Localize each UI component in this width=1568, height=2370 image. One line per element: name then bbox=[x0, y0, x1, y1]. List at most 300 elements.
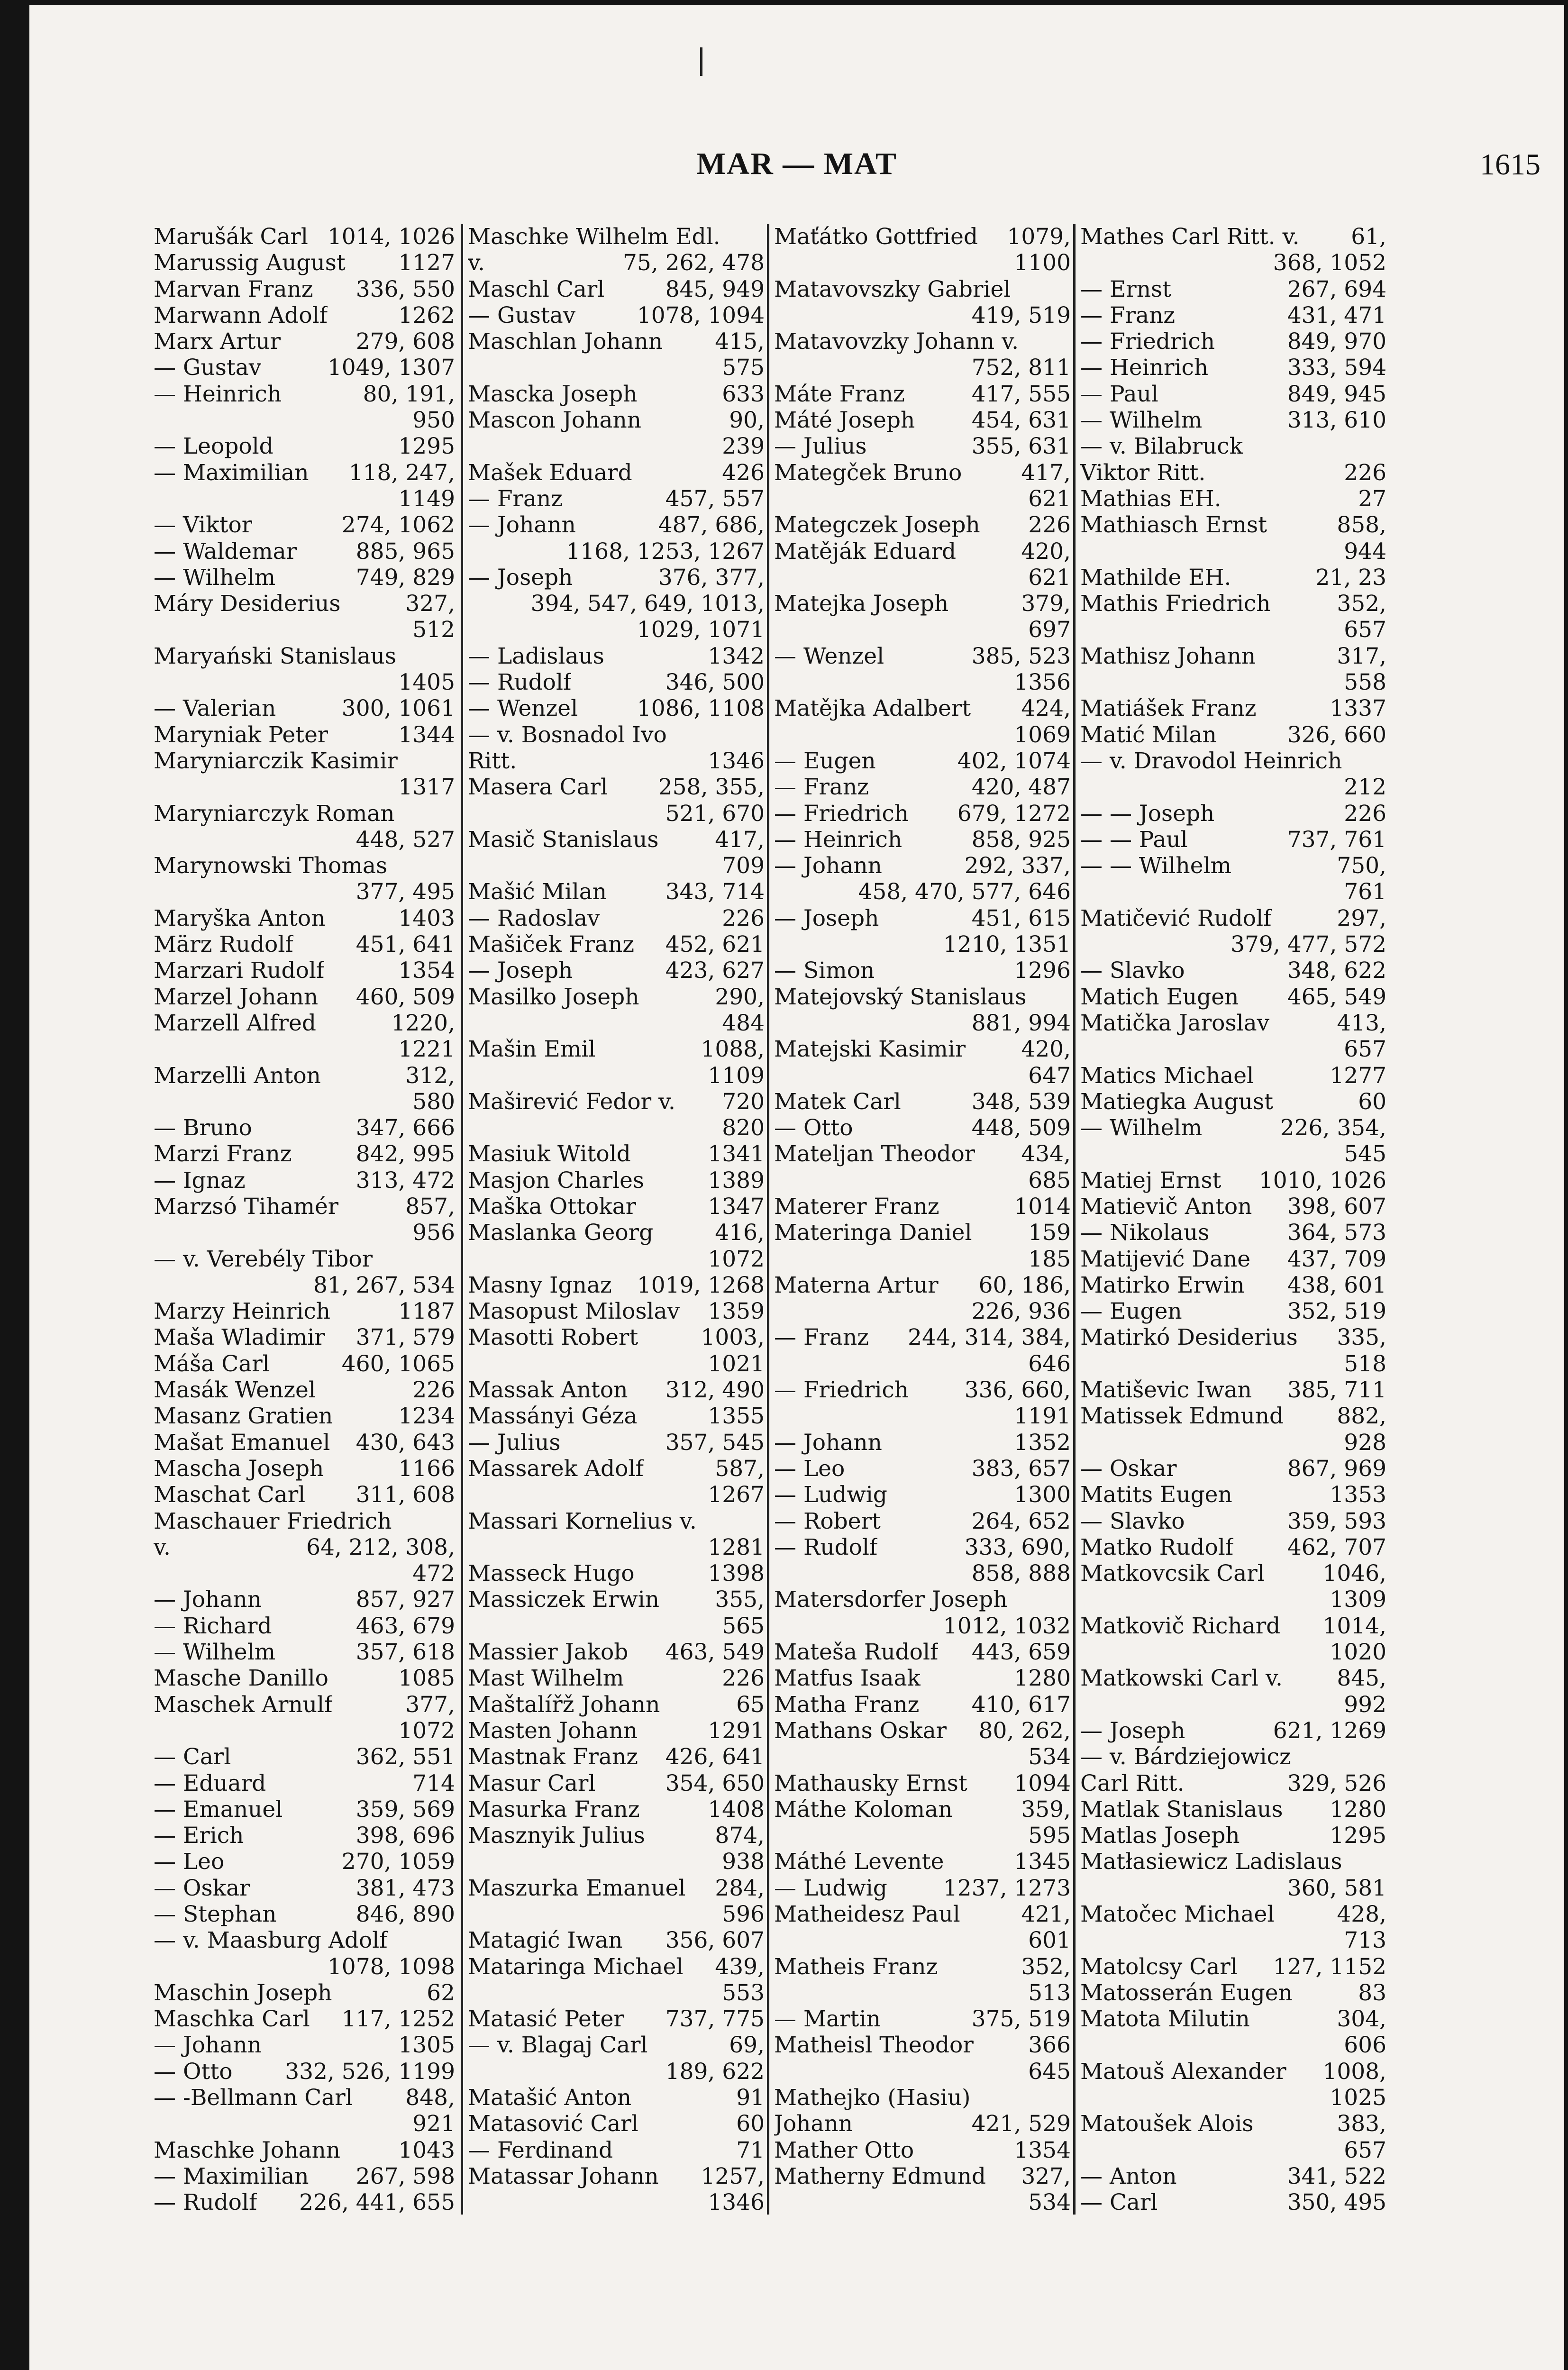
entry-page-refs: 419, 519 bbox=[971, 302, 1071, 328]
entry-name: Mašat Emanuel bbox=[154, 1429, 330, 1456]
entry-name: Maštalířž Johann bbox=[468, 1691, 660, 1718]
entry-page-refs: 352, bbox=[1021, 1953, 1071, 1980]
index-entry bbox=[1080, 565, 1386, 591]
entry-name: Matějka Adalbert bbox=[774, 695, 971, 722]
entry-page-refs: 226 bbox=[722, 905, 765, 931]
entry-name: — Wilhelm bbox=[1080, 1115, 1203, 1141]
index-entry bbox=[1080, 853, 1386, 905]
entry-name: — Leo bbox=[774, 1455, 845, 1482]
entry-page-refs: 1010, 1026 bbox=[1258, 1167, 1386, 1194]
entry-name: — Wenzel bbox=[774, 643, 884, 669]
entry-page-refs: 545 bbox=[1344, 1141, 1386, 1167]
entry-page-refs: 714 bbox=[412, 1770, 455, 1796]
entry-page-refs: 452, 621 bbox=[665, 931, 765, 958]
entry-name: Mašin Emil bbox=[468, 1036, 596, 1063]
entry-page-refs: 621 bbox=[1028, 564, 1071, 591]
entry-name: Matassar Johann bbox=[468, 2163, 659, 2189]
entry-page-refs: 421, bbox=[1021, 1901, 1071, 1927]
entry-name: Massier Jakob bbox=[468, 1639, 629, 1666]
entry-page-refs: 1280 bbox=[1330, 1796, 1386, 1823]
entry-page-refs: 381, 473 bbox=[356, 1875, 455, 1901]
entry-name: Matko Rudolf bbox=[1080, 1534, 1234, 1560]
index-column-1 bbox=[154, 224, 455, 2215]
entry-name: — Franz bbox=[468, 485, 563, 512]
entry-page-refs: 60, 186, bbox=[978, 1272, 1071, 1298]
entry-page-refs: 1345 bbox=[1014, 1849, 1071, 1875]
index-entry bbox=[468, 722, 765, 775]
entry-name: Mašić Milan bbox=[468, 879, 607, 905]
index-entry bbox=[774, 1456, 1071, 1482]
entry-page-refs: 420, bbox=[1021, 1036, 1071, 1063]
entry-page-refs: 416, bbox=[715, 1220, 765, 1246]
entry-name: Masten Johann bbox=[468, 1717, 638, 1744]
entry-page-refs: 27 bbox=[1358, 485, 1386, 512]
entry-page-refs: 1019, 1268 bbox=[637, 1272, 765, 1298]
entry-page-refs: 1166 bbox=[398, 1455, 455, 1482]
entry-name: Masák Wenzel bbox=[154, 1377, 316, 1404]
index-entry bbox=[774, 538, 1071, 591]
entry-page-refs: 81, 267, 534 bbox=[313, 1272, 455, 1298]
index-entry bbox=[154, 2137, 455, 2163]
entry-page-refs: 657 bbox=[1344, 2137, 1386, 2163]
index-entry bbox=[1080, 1796, 1386, 1823]
entry-page-refs: 448, 509 bbox=[971, 1115, 1071, 1141]
entry-page-refs: 1280 bbox=[1014, 1665, 1071, 1692]
entry-page-refs: 83 bbox=[1358, 1979, 1386, 2006]
entry-page-refs: 356, 607 bbox=[665, 1927, 765, 1954]
entry-page-refs: 587, bbox=[715, 1455, 765, 1482]
entry-page-refs: 645 bbox=[1028, 2058, 1071, 2085]
entry-page-refs: 521, 670 bbox=[665, 800, 765, 827]
index-entry bbox=[154, 643, 455, 696]
index-entry bbox=[468, 1639, 765, 1665]
index-entry bbox=[154, 1639, 455, 1665]
index-entry bbox=[468, 1796, 765, 1823]
index-entry bbox=[1080, 2111, 1386, 2163]
entry-name: Masera Carl bbox=[468, 774, 608, 801]
entry-page-refs: 348, 539 bbox=[971, 1088, 1071, 1115]
index-entry bbox=[1080, 1849, 1386, 1901]
entry-name: — Ludwig bbox=[774, 1482, 887, 1508]
entry-page-refs: 1168, 1253, 1267 bbox=[566, 538, 765, 565]
entry-name: Mašiček Franz bbox=[468, 931, 634, 958]
index-entry bbox=[774, 328, 1071, 381]
entry-name: Matissek Edmund bbox=[1080, 1403, 1284, 1430]
entry-name: Mašek Eduard bbox=[468, 459, 632, 486]
index-entry bbox=[154, 2032, 455, 2058]
entry-page-refs: 845, bbox=[1337, 1665, 1386, 1692]
index-entry bbox=[1080, 905, 1386, 958]
entry-name: Matłasiewicz Ladislaus bbox=[1080, 1849, 1342, 1875]
entry-name: — Maximilian bbox=[154, 2163, 309, 2189]
entry-name: — Maximilian bbox=[154, 459, 309, 486]
entry-page-refs: 264, 652 bbox=[971, 1508, 1071, 1534]
index-entry bbox=[1080, 1403, 1386, 1456]
entry-page-refs: 75, 262, 478 bbox=[623, 250, 765, 276]
index-entry bbox=[468, 1718, 765, 1744]
index-entry bbox=[1080, 328, 1386, 355]
entry-page-refs: 1012, 1032 bbox=[943, 1613, 1071, 1639]
entry-page-refs: 326, 660 bbox=[1287, 721, 1386, 748]
entry-name: Marzy Heinrich bbox=[154, 1298, 331, 1325]
index-entry bbox=[774, 1482, 1071, 1508]
index-column-3 bbox=[767, 224, 1071, 2215]
entry-page-refs: 62 bbox=[427, 1979, 455, 2006]
entry-name: — Carl bbox=[1080, 2189, 1158, 2216]
index-column-4 bbox=[1073, 224, 1386, 2215]
entry-name: Maschka Carl bbox=[154, 2006, 310, 2033]
entry-name: — Gustav bbox=[468, 302, 576, 328]
entry-name: Matasić Peter bbox=[468, 2006, 624, 2033]
entry-page-refs: 385, 711 bbox=[1287, 1377, 1386, 1404]
index-entry bbox=[1080, 355, 1386, 381]
entry-page-refs: 1408 bbox=[708, 1796, 765, 1823]
entry-page-refs: 1149 bbox=[398, 485, 455, 512]
entry-name: Marzsó Tihamér bbox=[154, 1193, 339, 1220]
entry-page-refs: 61, bbox=[1351, 224, 1386, 250]
entry-page-refs: 439, bbox=[715, 1953, 765, 1980]
entry-name: Matěják Eduard bbox=[774, 538, 957, 565]
entry-name: — Joseph bbox=[774, 905, 879, 931]
index-entry bbox=[468, 827, 765, 879]
entry-page-refs: 845, 949 bbox=[665, 276, 765, 302]
index-entry bbox=[468, 957, 765, 984]
entry-page-refs: 410, 617 bbox=[971, 1691, 1071, 1718]
entry-page-refs: 226 bbox=[722, 1665, 765, 1692]
entry-name: Maryška Anton bbox=[154, 905, 326, 931]
entry-page-refs: 858, 925 bbox=[971, 826, 1071, 853]
index-entry bbox=[774, 1036, 1071, 1089]
entry-name: Masseck Hugo bbox=[468, 1560, 635, 1587]
entry-page-refs: 458, 470, 577, 646 bbox=[858, 879, 1071, 905]
entry-page-refs: 438, 601 bbox=[1287, 1272, 1386, 1298]
entry-page-refs: 849, 945 bbox=[1287, 381, 1386, 407]
index-entry bbox=[774, 774, 1071, 800]
index-entry bbox=[154, 2163, 455, 2189]
entry-page-refs: 737, 761 bbox=[1287, 826, 1386, 853]
entry-name: Masopust Miloslav bbox=[468, 1298, 680, 1325]
entry-page-refs: 379, 477, 572 bbox=[1231, 931, 1386, 958]
index-entry bbox=[468, 905, 765, 931]
index-entry bbox=[154, 1010, 455, 1063]
entry-name: — Heinrich bbox=[154, 381, 282, 407]
entry-name: Mathisz Johann bbox=[1080, 643, 1256, 669]
entry-page-refs: 341, 522 bbox=[1287, 2163, 1386, 2189]
entry-name: — v. Bárdziejowicz bbox=[1080, 1744, 1291, 1770]
entry-page-refs: 71 bbox=[736, 2137, 765, 2163]
entry-name: Maryański Stanislaus bbox=[154, 643, 396, 669]
index-entry bbox=[468, 302, 765, 328]
entry-page-refs: 679, 1272 bbox=[957, 800, 1071, 827]
entry-name: — Ignaz bbox=[154, 1167, 246, 1194]
entry-page-refs: 127, 1152 bbox=[1273, 1953, 1386, 1980]
index-entry bbox=[154, 538, 455, 565]
entry-name: Marzell Alfred bbox=[154, 1010, 316, 1036]
entry-page-refs: 413, bbox=[1337, 1010, 1386, 1036]
entry-name: — Emanuel bbox=[154, 1796, 283, 1823]
index-entry bbox=[1080, 801, 1386, 827]
entry-page-refs: 1086, 1108 bbox=[637, 695, 765, 722]
entry-name: Matota Milutin bbox=[1080, 2006, 1250, 2033]
entry-name: Matkovcsik Carl bbox=[1080, 1560, 1265, 1587]
entry-name: — Johann bbox=[774, 1429, 882, 1456]
entry-name: — Joseph bbox=[468, 564, 573, 591]
entry-page-refs: 1344 bbox=[398, 721, 455, 748]
entry-page-refs: 375, 519 bbox=[971, 2006, 1071, 2033]
index-entry bbox=[774, 1089, 1071, 1115]
entry-page-refs: 1008, bbox=[1322, 2058, 1386, 2085]
entry-name: — Friedrich bbox=[774, 800, 909, 827]
entry-page-refs: 424, bbox=[1021, 695, 1071, 722]
entry-page-refs: 460, 509 bbox=[356, 984, 455, 1010]
entry-page-refs: 1337 bbox=[1330, 695, 1386, 722]
entry-name: Matičević Rudolf bbox=[1080, 905, 1272, 931]
index-entry bbox=[154, 722, 455, 748]
index-entry bbox=[1080, 1482, 1386, 1508]
entry-page-refs: 1043 bbox=[398, 2137, 455, 2163]
entry-name: Mategček Bruno bbox=[774, 459, 962, 486]
index-entry bbox=[468, 774, 765, 827]
index-entry bbox=[774, 984, 1071, 1037]
entry-name: Masur Carl bbox=[468, 1770, 596, 1796]
entry-page-refs: 621 bbox=[1028, 485, 1071, 512]
entry-name: Mathans Oskar bbox=[774, 1717, 947, 1744]
entry-page-refs: 1072 bbox=[708, 1246, 765, 1272]
entry-page-refs: 938 bbox=[722, 1849, 765, 1875]
entry-page-refs: 881, 994 bbox=[971, 1010, 1071, 1036]
index-entry bbox=[154, 1927, 455, 1980]
index-entry bbox=[774, 1586, 1071, 1639]
entry-page-refs: 1191 bbox=[1014, 1403, 1071, 1430]
entry-name: Masjon Charles bbox=[468, 1167, 645, 1194]
entry-page-refs: 428, bbox=[1337, 1901, 1386, 1927]
index-entry bbox=[1080, 1220, 1386, 1246]
entry-name: Maťátko Gottfried bbox=[774, 224, 978, 250]
index-entry bbox=[154, 1770, 455, 1796]
entry-page-refs: 21, 23 bbox=[1315, 564, 1386, 591]
entry-page-refs: 368, 1052 bbox=[1273, 250, 1386, 276]
index-entry bbox=[154, 1141, 455, 1167]
entry-page-refs: 421, 529 bbox=[971, 2111, 1071, 2137]
index-entry bbox=[468, 2163, 765, 2216]
entry-page-refs: 451, 615 bbox=[971, 905, 1071, 931]
entry-name: Matheisl Theodor bbox=[774, 2032, 974, 2059]
entry-name: Matkowski Carl v. bbox=[1080, 1665, 1283, 1692]
index-entry bbox=[1080, 2059, 1386, 2111]
entry-name: Máša Carl bbox=[154, 1350, 270, 1377]
entry-name: Ritt. bbox=[468, 747, 517, 774]
entry-name: — Richard bbox=[154, 1613, 272, 1639]
entry-page-refs: 270, 1059 bbox=[341, 1849, 455, 1875]
index-entry bbox=[774, 827, 1071, 853]
entry-name: — Johann bbox=[154, 1586, 262, 1613]
entry-name: Mast Wilhelm bbox=[468, 1665, 624, 1692]
entry-name: Mathejko (Hasiu) bbox=[774, 2085, 971, 2111]
entry-name: Masny Ignaz bbox=[468, 1272, 612, 1298]
index-entry bbox=[1080, 1823, 1386, 1849]
entry-page-refs: 1094 bbox=[1014, 1770, 1071, 1796]
entry-page-refs: 944 bbox=[1344, 538, 1386, 565]
entry-page-refs: 1085 bbox=[398, 1665, 455, 1692]
index-entry bbox=[154, 1508, 455, 1587]
entry-name: Matich Eugen bbox=[1080, 984, 1239, 1010]
entry-name: Matouš Alexander bbox=[1080, 2058, 1286, 2085]
index-entry bbox=[154, 1482, 455, 1508]
entry-name: — Joseph bbox=[468, 957, 573, 984]
entry-name: — v. Maasburg Adolf bbox=[154, 1927, 388, 1954]
entry-page-refs: 1403 bbox=[398, 905, 455, 931]
index-entry bbox=[774, 643, 1071, 696]
entry-page-refs: 465, 549 bbox=[1287, 984, 1386, 1010]
index-entry bbox=[468, 1167, 765, 1194]
entry-page-refs: 1109 bbox=[708, 1062, 765, 1089]
entry-page-refs: 226 bbox=[412, 1377, 455, 1404]
entry-name: Mathiasch Ernst bbox=[1080, 512, 1267, 538]
entry-name: — Julius bbox=[468, 1429, 561, 1456]
index-entry bbox=[154, 1692, 455, 1744]
entry-page-refs: 858, 888 bbox=[971, 1560, 1071, 1587]
entry-page-refs: 244, 314, 384, bbox=[908, 1324, 1071, 1351]
index-entry bbox=[468, 1089, 765, 1141]
entry-page-refs: 858, bbox=[1337, 512, 1386, 538]
entry-name: Matička Jaroslav bbox=[1080, 1010, 1270, 1036]
index-entry bbox=[154, 1849, 455, 1875]
index-entry bbox=[1080, 722, 1386, 748]
index-entry bbox=[1080, 1167, 1386, 1194]
entry-page-refs: 434, bbox=[1021, 1141, 1071, 1167]
entry-page-refs: 313, 610 bbox=[1287, 407, 1386, 434]
index-entry bbox=[774, 1954, 1071, 2006]
index-entry bbox=[1080, 957, 1386, 984]
entry-name: Matkovič Richard bbox=[1080, 1613, 1281, 1639]
index-entry bbox=[154, 591, 455, 643]
entry-page-refs: 60 bbox=[1358, 1088, 1386, 1115]
index-entry bbox=[154, 433, 455, 459]
entry-page-refs: 258, 355, bbox=[658, 774, 765, 801]
entry-page-refs: 226 bbox=[1344, 459, 1386, 486]
entry-page-refs: 274, 1062 bbox=[341, 512, 455, 538]
index-entry bbox=[468, 1508, 765, 1561]
entry-name: — Rudolf bbox=[154, 2189, 257, 2216]
entry-name: — Franz bbox=[774, 1324, 869, 1351]
entry-page-refs: 457, 557 bbox=[665, 485, 765, 512]
entry-page-refs: 621, 1269 bbox=[1273, 1717, 1386, 1744]
entry-name: — Friedrich bbox=[1080, 328, 1215, 355]
entry-page-refs: 1354 bbox=[1014, 2137, 1071, 2163]
index-entry bbox=[1080, 1194, 1386, 1220]
entry-page-refs: 1046, bbox=[1322, 1560, 1386, 1587]
entry-name: Massarek Adolf bbox=[468, 1455, 644, 1482]
entry-page-refs: 64, 212, 308, bbox=[306, 1534, 455, 1560]
index-entry bbox=[154, 957, 455, 984]
index-entry bbox=[774, 2032, 1071, 2085]
entry-page-refs: 462, 707 bbox=[1287, 1534, 1386, 1560]
entry-page-refs: 685 bbox=[1028, 1167, 1071, 1194]
entry-page-refs: 1220, bbox=[391, 1010, 455, 1036]
entry-page-refs: 518 bbox=[1344, 1350, 1386, 1377]
entry-page-refs: 355, 631 bbox=[971, 433, 1071, 460]
index-entry bbox=[154, 1901, 455, 1927]
entry-page-refs: 332, 526, 1199 bbox=[285, 2058, 455, 2085]
entry-page-refs: 1295 bbox=[398, 433, 455, 460]
index-entry bbox=[774, 591, 1071, 643]
entry-page-refs: 354, 650 bbox=[665, 1770, 765, 1796]
entry-name: Máthé Levente bbox=[774, 1849, 944, 1875]
index-entry bbox=[1080, 2189, 1386, 2215]
entry-page-refs: 1356 bbox=[1014, 669, 1071, 696]
entry-page-refs: 60 bbox=[736, 2111, 765, 2137]
entry-page-refs: 820 bbox=[722, 1115, 765, 1141]
entry-page-refs: 312, bbox=[405, 1062, 455, 1089]
entry-name: Maryniarczyk Roman bbox=[154, 800, 395, 827]
entry-page-refs: 1262 bbox=[398, 302, 455, 328]
entry-name: — Stephan bbox=[154, 1901, 277, 1927]
entry-page-refs: 874, bbox=[715, 1823, 765, 1849]
entry-name: — Friedrich bbox=[774, 1377, 909, 1404]
index-entry bbox=[774, 1377, 1071, 1430]
entry-name: — Heinrich bbox=[774, 826, 903, 853]
index-entry bbox=[154, 984, 455, 1010]
entry-name: Maschke Johann bbox=[154, 2137, 341, 2163]
entry-page-refs: 357, 545 bbox=[665, 1429, 765, 1456]
entry-name: Masilko Joseph bbox=[468, 984, 639, 1010]
entry-name: Mataringa Michael bbox=[468, 1953, 684, 1980]
index-entry bbox=[468, 643, 765, 669]
entry-name: Matolcsy Carl bbox=[1080, 1953, 1238, 1980]
index-entry bbox=[774, 957, 1071, 984]
index-entry bbox=[468, 1823, 765, 1875]
index-entry bbox=[1080, 827, 1386, 853]
entry-page-refs: 304, bbox=[1337, 2006, 1386, 2033]
index-entry bbox=[154, 931, 455, 957]
entry-name: Mascon Johann bbox=[468, 407, 642, 434]
index-entry bbox=[468, 512, 765, 565]
entry-page-refs: 1353 bbox=[1330, 1482, 1386, 1508]
entry-name: Marwann Adolf bbox=[154, 302, 328, 328]
entry-page-refs: 379, bbox=[1021, 591, 1071, 617]
entry-page-refs: 737, 775 bbox=[665, 2006, 765, 2033]
entry-page-refs: 720 bbox=[722, 1088, 765, 1115]
entry-name: Máry Desiderius bbox=[154, 591, 341, 617]
index-entry bbox=[468, 565, 765, 643]
entry-page-refs: 595 bbox=[1028, 1823, 1071, 1849]
index-entry bbox=[774, 1639, 1071, 1665]
entry-page-refs: 1352 bbox=[1014, 1429, 1071, 1456]
index-entry bbox=[468, 879, 765, 905]
index-entry bbox=[468, 276, 765, 302]
index-entry bbox=[154, 1980, 455, 2006]
entry-page-refs: 1347 bbox=[708, 1193, 765, 1220]
entry-name: — Wilhelm bbox=[154, 1639, 276, 1666]
entry-page-refs: 359, 593 bbox=[1287, 1508, 1386, 1534]
entry-page-refs: 383, bbox=[1337, 2111, 1386, 2137]
entry-page-refs: 431, 471 bbox=[1287, 302, 1386, 328]
entry-name: — v. Dravodol Heinrich bbox=[1080, 747, 1342, 774]
entry-name: — v. Bosnadol Ivo bbox=[468, 721, 667, 748]
entry-name: Masič Stanislaus bbox=[468, 826, 659, 853]
index-entry bbox=[774, 381, 1071, 407]
entry-name: Matievič Anton bbox=[1080, 1193, 1252, 1220]
index-entry bbox=[1080, 224, 1386, 276]
index-entry bbox=[1080, 1377, 1386, 1403]
index-entry bbox=[1080, 1613, 1386, 1666]
entry-page-refs: 463, 679 bbox=[356, 1613, 455, 1639]
entry-page-refs: 312, 490 bbox=[665, 1377, 765, 1404]
entry-page-refs: 359, 569 bbox=[356, 1796, 455, 1823]
entry-name: Matavovszky Gabriel bbox=[774, 276, 1011, 302]
entry-name: — Robert bbox=[774, 1508, 881, 1534]
index-entry bbox=[154, 328, 455, 355]
